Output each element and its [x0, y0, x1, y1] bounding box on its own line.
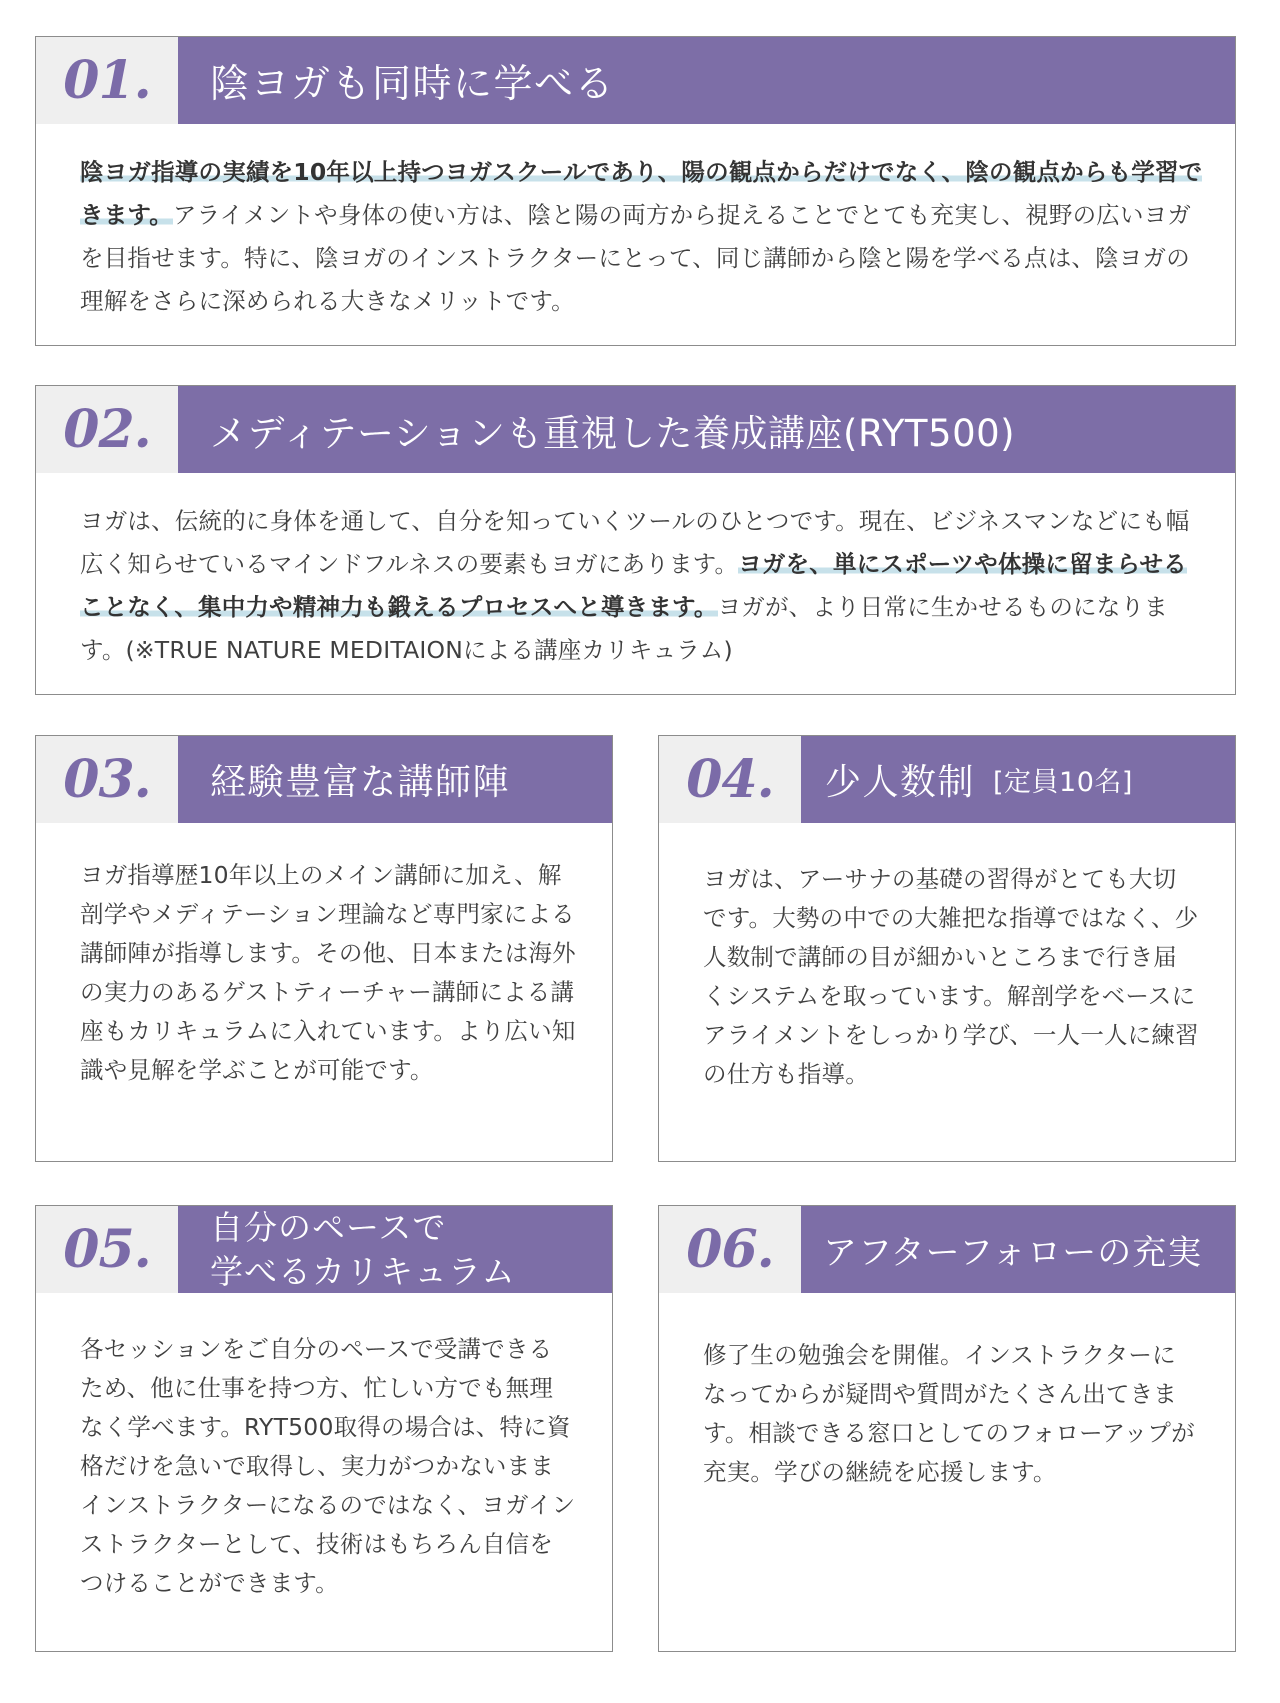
- body-text: ヨガは、伝統的に身体を通して、自分を知っていくツールのひとつです。現在、ビジネスマンなどにも幅広く知らせているマインドフルネスの要素もヨガにあります。: [80, 507, 1190, 578]
- section-number: 06.: [686, 1219, 774, 1280]
- card-header: [36, 1206, 612, 1293]
- title-bar: [178, 386, 1235, 473]
- title-lines: [210, 1206, 516, 1294]
- body-text: 修了生の勉強会を開催。インストラクターになってからが疑問や質問がたくさん出てきます。相談できる窓口としてのフォローアップが充実。学びの継続を応援します。: [703, 1341, 1195, 1486]
- capacity-note: [定員10名]: [993, 767, 1133, 798]
- section-title-line-2: 学べるカリキュラム: [210, 1251, 516, 1291]
- section-body: [703, 1336, 1199, 1492]
- section-body: [80, 151, 1205, 323]
- feature-card-01: [35, 36, 1236, 346]
- section-body: [80, 500, 1205, 672]
- section-title: アフターフォローの充実: [823, 1233, 1203, 1273]
- card-header: [659, 1206, 1235, 1293]
- highlighted-text: ヨガを、単にスポーツや体操に留まらせることなく、集中力や精神力も鍛えるプロセスへと導きます。: [80, 550, 1187, 621]
- feature-card-05: [35, 1205, 613, 1652]
- section-body: [80, 1330, 576, 1603]
- feature-card-06: [658, 1205, 1236, 1652]
- card-header: [36, 37, 1235, 124]
- section-title: メディテーションも重視した養成講座(RYT500): [210, 411, 1016, 455]
- card-header: [36, 386, 1235, 473]
- body-text: アライメントや身体の使い方は、陰と陽の両方から捉えることでとても充実し、視野の広いヨガを目指せます。特に、陰ヨガのインストラクターにとって、同じ講師から陰と陽を学べる点は、陰ヨガの理解をさらに深められる大きなメリットです。: [80, 201, 1192, 315]
- body-text: 各セッションをご自分のペースで受講できるため、他に仕事を持つ方、忙しい方でも無理なく学べます。RYT500取得の場合は、特に資格だけを急いで取得し、実力がつかないままインストラクターになるのではなく、ヨガインストラクターとして、技術はもちろん自信をつけることができます。: [80, 1335, 576, 1597]
- section-title-line-1: 自分のペースで: [210, 1207, 447, 1247]
- body-text: ヨガが、より日常に生かせるものになります。(※TRUE NATURE MEDITAIONによる講座カリキュラム): [80, 593, 1168, 664]
- number-badge: [36, 386, 178, 473]
- card-header: [36, 736, 612, 823]
- feature-card-04: [658, 735, 1236, 1162]
- section-body: [703, 860, 1199, 1094]
- number-badge: [36, 1206, 178, 1293]
- section-title: 経験豊富な講師陣: [210, 762, 511, 803]
- number-badge: [659, 736, 801, 823]
- section-body: [80, 856, 576, 1090]
- title-bar: [178, 37, 1235, 124]
- number-badge: [36, 37, 178, 124]
- feature-card-02: [35, 385, 1236, 695]
- title-bar: [801, 736, 1235, 823]
- number-badge: [659, 1206, 801, 1293]
- section-number: 05.: [63, 1219, 151, 1280]
- number-badge: [36, 736, 178, 823]
- section-title: 少人数制: [825, 762, 976, 803]
- card-header: [659, 736, 1235, 823]
- body-text: ヨガ指導歴10年以上のメイン講師に加え、解剖学やメディテーション理論など専門家による講師陣が指導します。その他、日本または海外の実力のあるゲストティーチャー講師による講座もカリキュラムに入れています。より広い知識や見解を学ぶことが可能です。: [80, 861, 576, 1084]
- highlighted-text: 陰ヨガ指導の実績を10年以上持つヨガスクールであり、陽の観点からだけでなく、陰の観点からも学習できます。: [80, 158, 1203, 229]
- section-number: 01.: [63, 50, 151, 111]
- title-bar: [178, 1206, 612, 1293]
- section-title: 陰ヨガも同時に学べる: [210, 61, 616, 107]
- feature-card-03: [35, 735, 613, 1162]
- body-text: ヨガは、アーサナの基礎の習得がとても大切です。大勢の中での大雑把な指導ではなく、少人数制で講師の目が細かいところまで行き届くシステムを取っています。解剖学をベースにアライメントをしっかり学び、一人一人に練習の仕方も指導。: [703, 865, 1199, 1088]
- section-number: 04.: [686, 749, 774, 810]
- section-number: 03.: [63, 749, 151, 810]
- section-number: 02.: [63, 399, 151, 460]
- title-bar: [178, 736, 612, 823]
- title-bar: [801, 1206, 1235, 1293]
